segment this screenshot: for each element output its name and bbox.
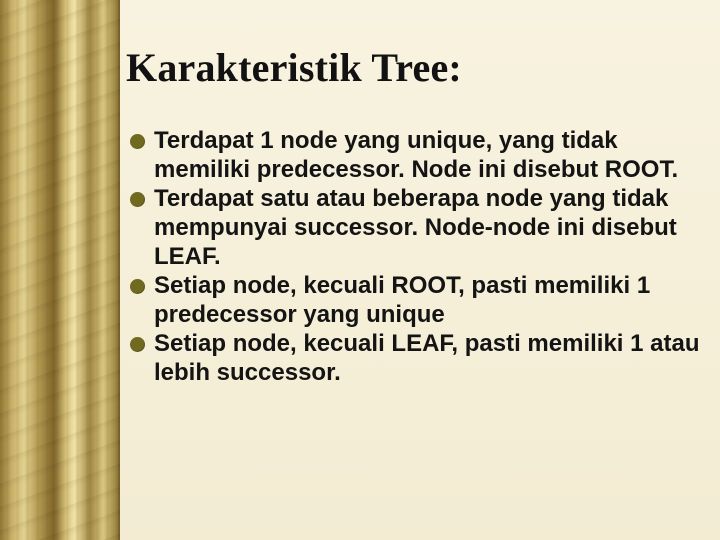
bullet-item xyxy=(130,271,710,329)
bullet-item xyxy=(130,184,710,271)
bullet-text: Terdapat satu atau beberapa node yang tidak mempunyai successor. Node-node ini disebut LEAF. xyxy=(154,185,677,270)
bullet-list xyxy=(130,126,710,387)
bullet-icon xyxy=(130,134,145,149)
bullet-text: Setiap node, kecuali LEAF, pasti memiliki 1 atau lebih successor. xyxy=(154,330,700,386)
bullet-icon xyxy=(130,192,145,207)
bullet-text: Terdapat 1 node yang unique, yang tidak memiliki predecessor. Node ini disebut ROOT. xyxy=(154,127,679,183)
bullet-item xyxy=(130,126,710,184)
bullet-item xyxy=(130,329,710,387)
slide-title: Karakteristik Tree: xyxy=(126,45,462,90)
slide-content xyxy=(130,126,710,387)
bullet-text: Setiap node, kecuali ROOT, pasti memiliki 1 predecessor yang unique xyxy=(154,272,651,328)
bullet-icon xyxy=(130,279,145,294)
decorative-sidebar xyxy=(0,0,120,540)
bullet-icon xyxy=(130,337,145,352)
